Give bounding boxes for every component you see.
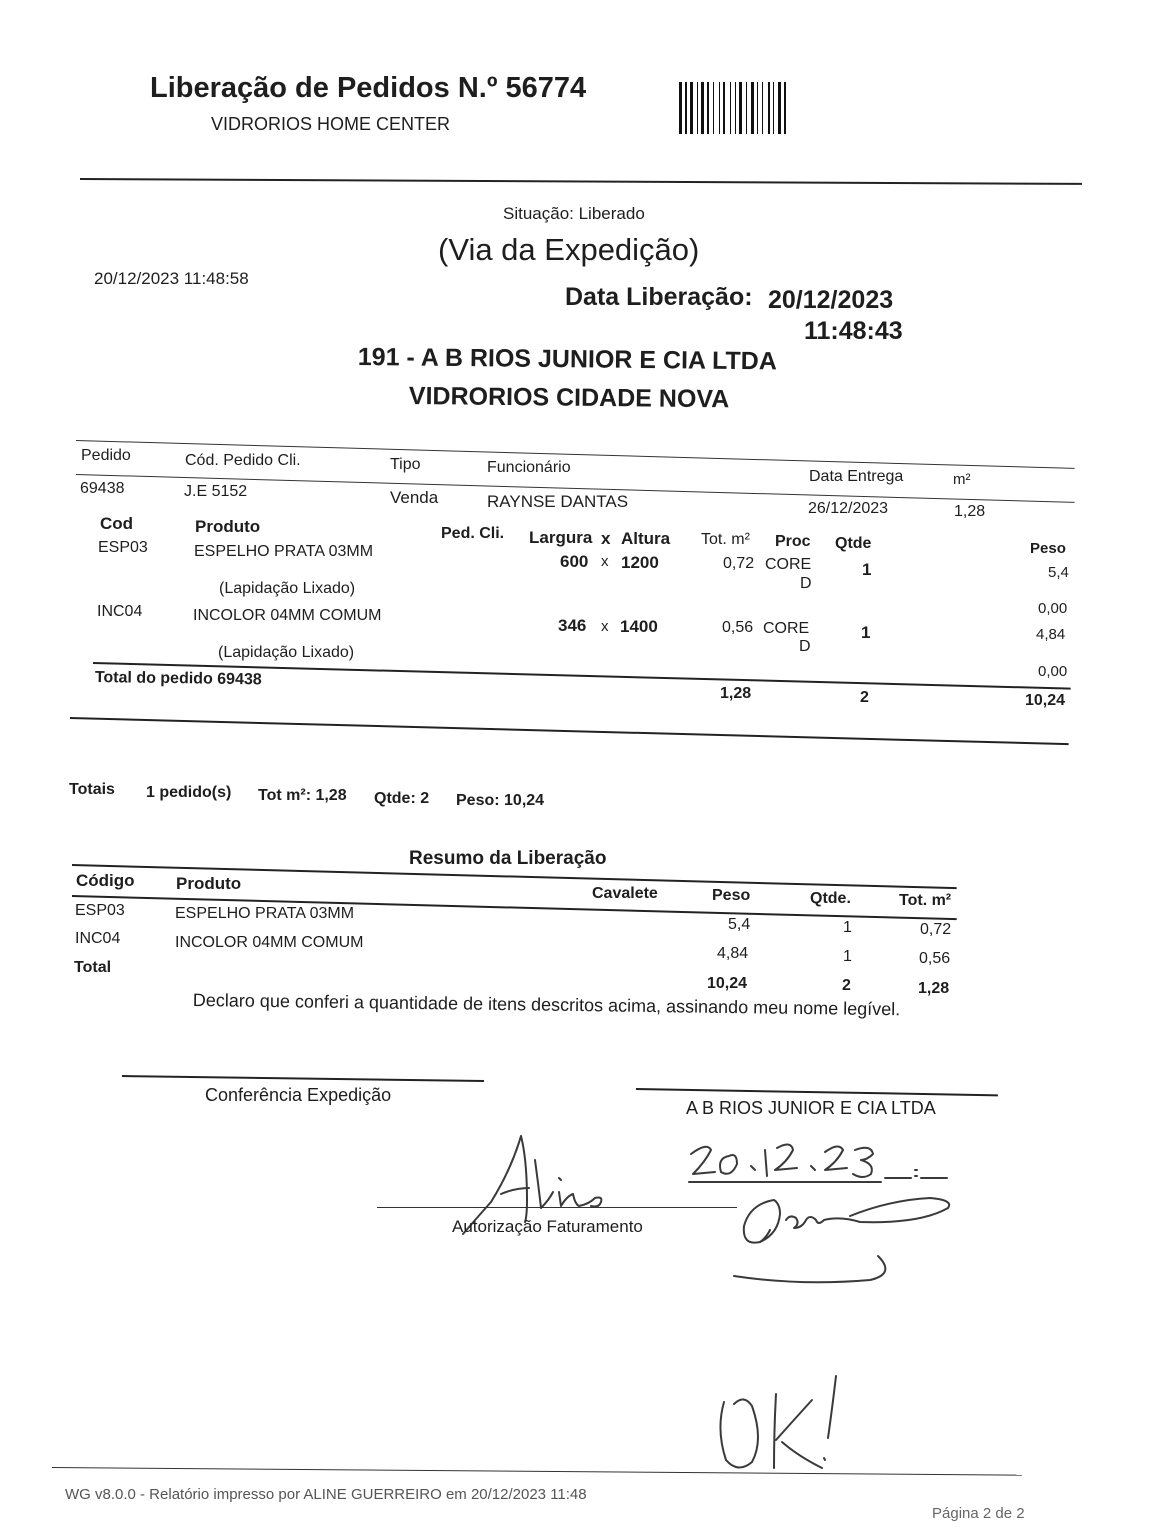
value-funcionario: RAYNSE DANTAS: [487, 492, 629, 511]
summary-total-tot-m2: 1,28: [918, 980, 950, 997]
summary-total-qtde: 2: [842, 977, 851, 994]
header-divider: [80, 178, 1082, 185]
order-total-tot-m2: 1,28: [720, 685, 752, 702]
order-total-peso: 10,24: [1025, 692, 1066, 709]
summary-header-cavalete: Cavalete: [592, 885, 658, 902]
declaration-text: Declaro que conferi a quantidade de itens descritos acima, assinando meu nome legível.: [192, 990, 901, 1020]
summary-header-produto: Produto: [176, 874, 242, 893]
item-1-produto: ESPELHO PRATA 03MM: [194, 543, 374, 560]
autorizacao-label: Autorização Faturamento: [452, 1217, 643, 1236]
via-title: (Via da Expedição): [438, 232, 700, 267]
item-2-proc-1: CORE: [763, 620, 810, 637]
barcode-bar: [730, 82, 731, 134]
label-funcionario: Funcionário: [487, 459, 571, 476]
summary-row-1-qtde: 1: [843, 919, 852, 936]
summary-header-peso: Peso: [712, 887, 751, 904]
item-2-largura: 346: [558, 616, 587, 635]
summary-row-2-codigo: INC04: [75, 930, 121, 947]
barcode-bar: [723, 82, 725, 134]
item-2-altura: 1400: [620, 617, 658, 636]
order-total-label: Total do pedido 69438: [94, 669, 262, 689]
barcode-bar: [685, 82, 687, 134]
item-1-x: x: [601, 553, 609, 570]
item-1-proc-2: D: [800, 575, 812, 592]
item-1-largura: 600: [560, 552, 589, 571]
items-header-peso: Peso: [1030, 540, 1066, 557]
item-2-peso: 4,84: [1036, 626, 1066, 643]
client-name: 191 - A B RIOS JUNIOR E CIA LTDA: [357, 343, 778, 376]
items-header-produto: Produto: [195, 517, 261, 536]
barcode-bar: [773, 82, 774, 134]
items-header-cod: Cod: [100, 514, 134, 533]
item-1-peso: 5,4: [1048, 564, 1069, 581]
release-date: 20/12/2023: [768, 286, 894, 314]
autorizacao-signature-line: [377, 1207, 737, 1208]
item-2-qtde: 1: [861, 623, 871, 642]
items-header-ped-cli: Ped. Cli.: [441, 525, 505, 542]
totals-tot-m2: Tot m²: 1,28: [258, 787, 347, 804]
value-m2: 1,28: [954, 503, 986, 520]
summary-row-1-produto: ESPELHO PRATA 03MM: [175, 905, 355, 922]
barcode-bar: [762, 82, 763, 134]
client-signature-line: [636, 1088, 998, 1096]
footer-left-text: WG v8.0.0 - Relatório impresso por ALINE GUERREIRO em 20/12/2023 11:48: [65, 1486, 587, 1503]
item-2-peso-extra: 0,00: [1038, 663, 1068, 680]
barcode-bar: [679, 82, 682, 134]
value-data-entrega: 26/12/2023: [808, 500, 889, 517]
label-m2: m²: [953, 471, 971, 488]
value-cod-pedido-cli: J.E 5152: [184, 483, 248, 500]
items-header-largura: Largura: [529, 528, 593, 547]
document-title: Liberação de Pedidos N.º 56774: [150, 72, 587, 104]
release-label: Data Liberação:: [565, 283, 753, 311]
client-signature-label: A B RIOS JUNIOR E CIA LTDA: [686, 1098, 936, 1118]
barcode-bar: [690, 82, 693, 134]
barcode-bar: [746, 82, 747, 134]
item-2-produto: INCOLOR 04MM COMUM: [193, 607, 382, 624]
barcode-bar: [707, 82, 709, 134]
summary-row-1-codigo: ESP03: [75, 902, 125, 919]
handwritten-ok-note: [712, 1370, 852, 1480]
items-header-tot-m2: Tot. m²: [701, 531, 750, 548]
barcode: [679, 82, 855, 134]
item-2-obs: (Lapidação Lixado): [218, 644, 355, 661]
order-bottom-line: [70, 717, 1069, 745]
item-2-proc-2: D: [799, 638, 811, 655]
items-header-qtde: Qtde: [835, 535, 872, 552]
footer-line: [52, 1467, 1022, 1476]
print-datetime: 20/12/2023 11:48:58: [94, 269, 249, 288]
summary-row-2-tot-m2: 0,56: [919, 950, 951, 967]
summary-row-1-tot-m2: 0,72: [920, 921, 952, 938]
summary-header-codigo: Código: [76, 871, 135, 890]
item-2-x: x: [601, 618, 609, 635]
summary-row-2-produto: INCOLOR 04MM COMUM: [175, 934, 364, 951]
label-tipo: Tipo: [390, 456, 421, 473]
summary-row-1-peso: 5,4: [728, 916, 751, 933]
client-branch: VIDRORIOS CIDADE NOVA: [408, 382, 730, 414]
item-1-qtde: 1: [862, 560, 872, 579]
summary-total-peso: 10,24: [707, 975, 748, 992]
item-1-obs: (Lapidação Lixado): [219, 580, 356, 597]
label-cod-pedido-cli: Cód. Pedido Cli.: [185, 452, 301, 469]
summary-total-label: Total: [74, 959, 112, 976]
footer-page-number: Página 2 de 2: [932, 1505, 1025, 1522]
barcode-bar: [735, 82, 736, 134]
totals-pedidos: 1 pedido(s): [146, 784, 232, 801]
summary-header-qtde: Qtde.: [810, 890, 851, 907]
item-2-cod: INC04: [97, 603, 143, 620]
summary-header-tot-m2: Tot. m²: [899, 892, 952, 909]
barcode-bar: [768, 82, 770, 134]
item-1-altura: 1200: [621, 553, 659, 572]
barcode-bar: [697, 82, 698, 134]
totals-qtde: Qtde: 2: [374, 790, 430, 807]
summary-title: Resumo da Liberação: [409, 848, 607, 869]
item-1-peso-extra: 0,00: [1038, 600, 1068, 617]
company-name: VIDRORIOS HOME CENTER: [211, 114, 451, 134]
barcode-bar: [757, 82, 758, 134]
item-1-proc-1: CORE: [765, 556, 812, 573]
label-pedido: Pedido: [81, 447, 131, 464]
summary-row-2-qtde: 1: [843, 948, 852, 965]
conferencia-signature-line: [122, 1075, 484, 1082]
item-1-tot-m2: 0,72: [723, 555, 755, 572]
status-text: Situação: Liberado: [503, 204, 645, 223]
value-tipo: Venda: [390, 488, 439, 507]
label-data-entrega: Data Entrega: [809, 468, 904, 485]
item-2-tot-m2: 0,56: [722, 619, 754, 636]
barcode-bar: [719, 82, 720, 134]
order-total-qtde: 2: [860, 689, 869, 706]
barcode-bar: [784, 82, 786, 134]
item-1-cod: ESP03: [98, 539, 148, 556]
items-header-proc: Proc: [775, 533, 811, 550]
barcode-bar: [778, 82, 781, 134]
barcode-bar: [739, 82, 742, 134]
items-header-x: x: [601, 529, 611, 548]
totals-label: Totais: [69, 781, 115, 798]
release-time: 11:48:43: [804, 317, 903, 345]
signature-client: [730, 1190, 960, 1300]
totals-peso: Peso: 10,24: [456, 792, 545, 809]
value-pedido: 69438: [80, 480, 125, 497]
handwritten-date: [685, 1136, 955, 1196]
conferencia-label: Conferência Expedição: [205, 1085, 392, 1105]
items-header-altura: Altura: [621, 529, 671, 548]
barcode-bar: [713, 82, 714, 134]
summary-row-2-peso: 4,84: [717, 945, 749, 962]
barcode-bar: [751, 82, 754, 134]
barcode-bar: [701, 82, 704, 134]
